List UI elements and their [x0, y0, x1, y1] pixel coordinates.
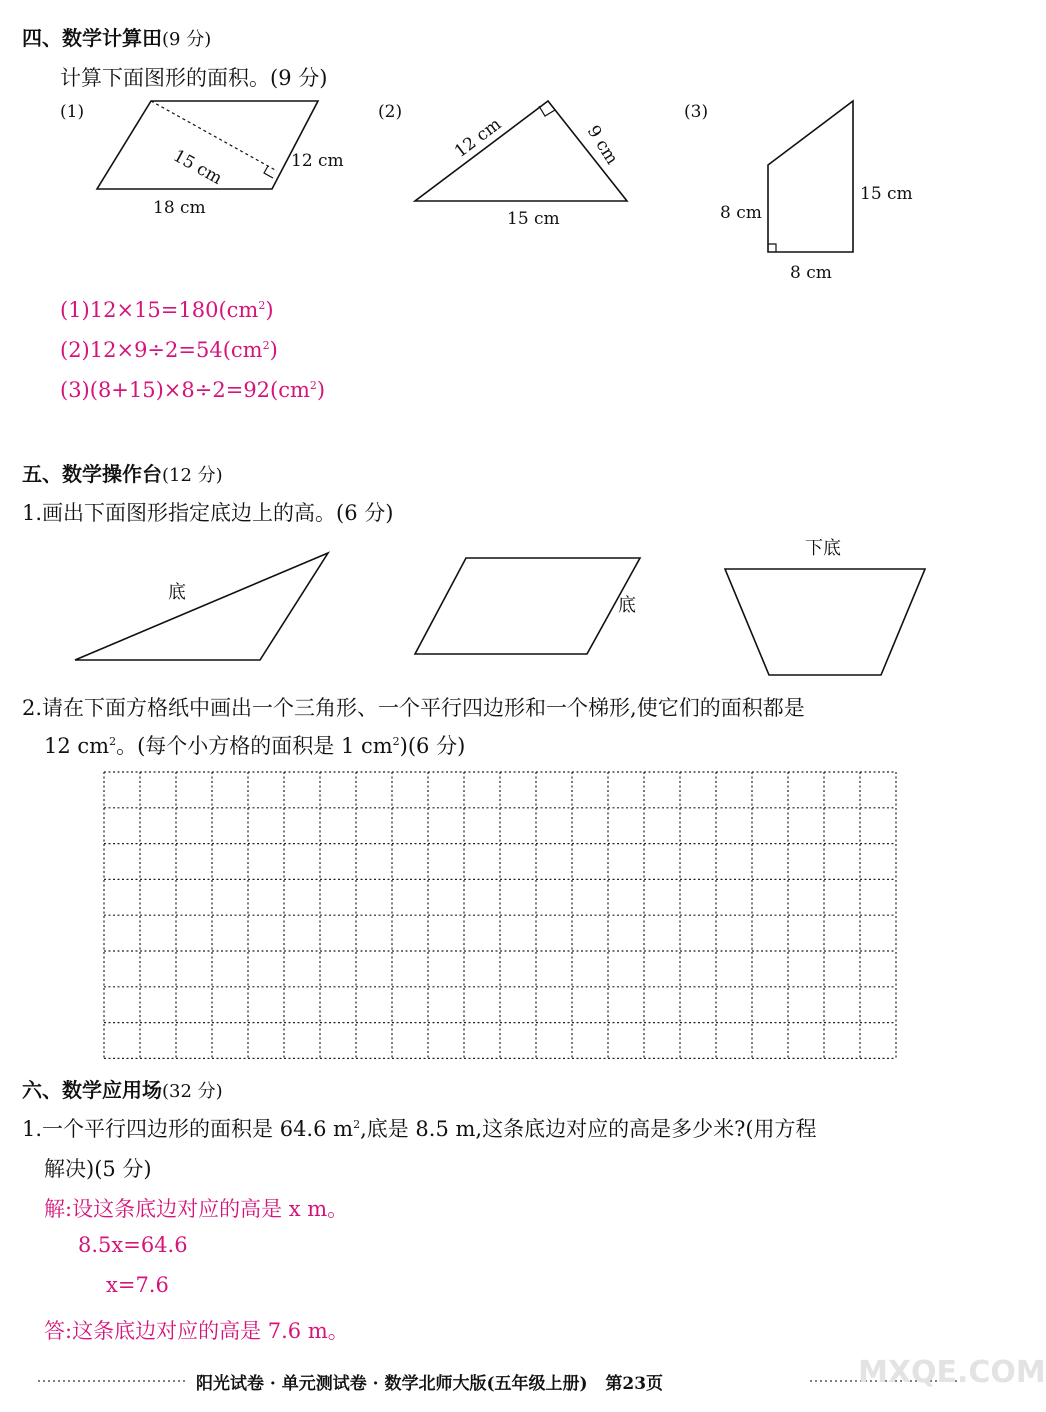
- section6-q1-line1: 1.一个平行四边形的面积是 64.6 $m^2$,底是 8.5 m,这条底边对应的高是多少米?(用方程: [22, 1117, 817, 1141]
- section5-q1: 1.画出下面图形指定底边上的高。(6 分): [22, 501, 394, 525]
- triangle-base-label: 底: [168, 582, 186, 603]
- section6-title: 六、数学应用场(32 分): [22, 1078, 223, 1102]
- fig3-left-label: 8 cm: [720, 203, 762, 223]
- fig1-base-label: 18 cm: [153, 198, 206, 218]
- section6-q1-line2: 解决)(5 分): [44, 1157, 152, 1181]
- fig2-left-label: 12 cm: [450, 114, 506, 162]
- answer-1: $(1)12\times 15=180(cm^2)$: [60, 298, 274, 322]
- answer-3: $(3)(8+15)\times 8\div 2=92(cm^2)$: [60, 378, 326, 402]
- section5-q2-line1: 2.请在下面方格纸中画出一个三角形、一个平行四边形和一个梯形,使它们的面积都是: [22, 696, 805, 720]
- solution-line-2: 8.5x=64.6: [78, 1233, 188, 1257]
- fig1-label: (1): [60, 102, 85, 122]
- section4-question: 计算下面图形的面积。(9 分): [60, 66, 328, 90]
- solution-line-1: 解:设这条底边对应的高是 x m。: [44, 1197, 349, 1221]
- parallelogram-base-label: 底: [618, 595, 636, 616]
- fig1-diag-label: 15 cm: [169, 145, 226, 189]
- fig2-base-label: 15 cm: [507, 209, 560, 229]
- answer-2: $(2)12\times 9\div 2=54(cm^2)$: [60, 338, 278, 362]
- fig3-label: (3): [684, 102, 709, 122]
- solution-line-3: x=7.6: [106, 1273, 169, 1297]
- page-number: 第23页: [605, 1374, 664, 1394]
- fig3-base-label: 8 cm: [790, 263, 832, 283]
- fig3-right-label: 15 cm: [860, 184, 913, 204]
- section5-title: 五、数学操作台(12 分): [22, 462, 223, 486]
- section4-title: 四、数学计算田(9 分): [22, 26, 212, 50]
- trapezoid-base-label: 下底: [805, 538, 841, 559]
- fig2-right-label: 9 cm: [582, 122, 622, 169]
- watermark: MXQE.COM: [858, 1355, 1046, 1390]
- section5-q2-line2: 12 $cm^2$。(每个小方格的面积是 1 $cm^2)(6$ 分): [44, 734, 466, 758]
- footer-text: 阳光试卷 · 单元测试卷 · 数学北师大版(五年级上册) 第23页: [196, 1374, 664, 1394]
- fig2-label: (2): [378, 102, 403, 122]
- fig1-side-label: 12 cm: [291, 151, 344, 171]
- solution-answer: 答:这条底边对应的高是 7.6 m。: [44, 1319, 349, 1343]
